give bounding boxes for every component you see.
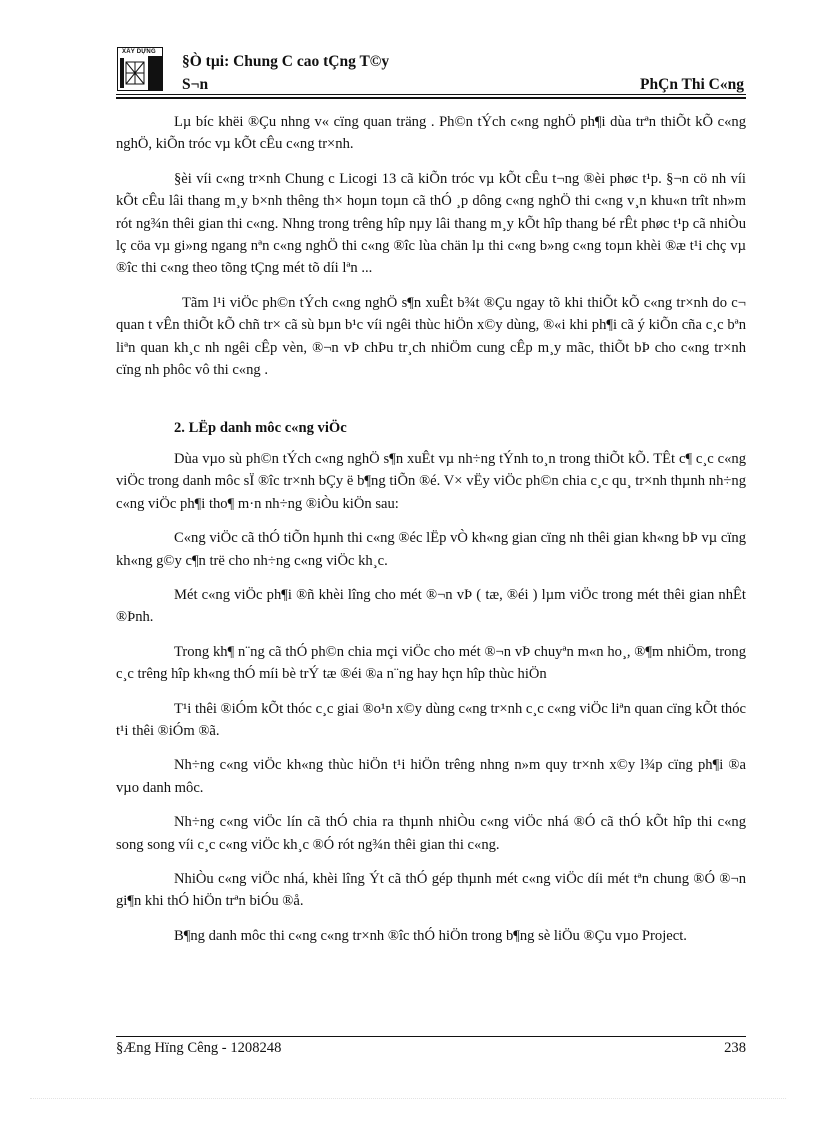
header-rule-thick [116, 97, 746, 99]
paragraph: Mét c«ng viÖc ph¶i ®ñ khèi lîng cho mét ®¬n vÞ ( tæ, ®éi ) lµm viÖc trong mét thêi gian nhÊt ®Þnh. [116, 586, 746, 626]
page-edge-divider [30, 1098, 786, 1099]
footer-rule [116, 1036, 746, 1037]
paragraph: Lµ bíc khëi ®Çu nhng v« cïng quan träng . Ph©n tÝch c«ng nghÖ ph¶i dùa trªn thiÕt kÕ c«ng nghÖ, kiÕn tróc vµ kÕt cÊu c«ng tr×nh. [116, 114, 746, 153]
paragraph: Nh÷ng c«ng viÖc lín cã thÓ chia ra thµnh nhiÒu c«ng viÖc nhá ®Ó cã thÓ kÕt hîp thi c«ng song song víi c¸c c«ng viÖc kh¸c ®Ó rót ng¾n thêi gian thi c«ng. [116, 814, 746, 853]
page-number: 238 [724, 1040, 746, 1056]
paragraph: NhiÒu c«ng viÖc nhá, khèi lîng Ýt cã thÓ gép thµnh mét c«ng viÖc díi mét tªn chung ®Ó ®¬n gi¶n khi thÓ hiÖn trªn biÓu ®å. [116, 870, 746, 910]
document-body [116, 111, 746, 947]
company-logo [117, 47, 165, 93]
paragraph: §èi víi c«ng tr×nh Chung c Licogi 13 cã kiÕn tróc vµ kÕt cÊu t¬ng ®èi phøc t¹p. §¬n cö nh víi kÕt cÊu lâi thang m¸y b×nh thêng th× hoµn toµn cã thÓ ¸p dông c«ng nghÖ thi c«ng v¸n khu«n trît nh»m rót ng¾n thêi gian thi c«ng. Nhng trong trêng hîp nµy lâi thang m¸y kÕt hîp thang bé rÊt phøc t¹p cã nhiÒu lç cöa vµ gi»ng ngang nªn c«ng nghÖ thi c«ng ®îc lùa chän lµ thi c«ng b»ng c«ng toµn khèi ®æ t¹i chç vµ ®îc thi c«ng theo tõng tÇng mét tõ díi lªn ... [116, 170, 746, 277]
header-section: PhÇn Thi C«ng [640, 76, 744, 93]
footer-author: §Æng Hïng Cêng - 1208248 [116, 1040, 282, 1056]
header-subtitle: S¬n [182, 76, 209, 93]
paragraph: Tãm l¹i viÖc ph©n tÝch c«ng nghÖ s¶n xuÊt b¾t ®Çu ngay tõ khi thiÕt kÕ c«ng tr×nh do c¬ quan t vÊn thiÕt kÕ chñ tr× cã sù bµn b¹c víi ngêi thùc hiÖn x©y dùng, ®«i khi ph¶i cã ý kiÕn cña c¸c bªn liªn quan kh¸c nh ngêi cÊp vèn, ®¬n vÞ chÞu tr¸ch nhiÖm cung cÊp m¸y mãc, thiÕt bÞ cho c«ng tr×nh cïng nh phôc vô thi c«ng . [116, 294, 746, 379]
paragraph: C«ng viÖc cã thÓ tiÕn hµnh thi c«ng ®éc lËp vÒ kh«ng gian cïng nh thêi gian kh«ng bÞ vµ cïng kh«ng g©y c¶n trë cho nh÷ng c«ng viÖc kh¸c. [116, 530, 746, 569]
paragraph: Trong kh¶ n¨ng cã thÓ ph©n chia mçi viÖc cho mét ®¬n vÞ chuyªn m«n ho¸, ®¶m nhiÖm, trong c¸c trêng hîp kh«ng thÓ míi bè trÝ tæ ®éi ®a n¨ng hay hçn hîp thùc hiÖn [116, 643, 746, 683]
paragraph: Nh÷ng c«ng viÖc kh«ng thùc hiÖn t¹i hiÖn trêng nhng n»m quy tr×nh x©y l¾p cïng ph¶i ®a vµo danh môc. [116, 757, 746, 796]
paragraph: Dùa vµo sù ph©n tÝch c«ng nghÖ s¶n xuÊt vµ nh÷ng tÝnh to¸n trong thiÕt kÕ. TÊt c¶ c¸c c«ng viÖc trong danh môc sÏ ®îc tr×nh bÇy ë b¶ng tiÕn ®é. V× vËy viÖc ph©n chia c¸c qu¸ tr×nh thµnh nh÷ng c«ng viÖc ph¶i tho¶ m·n nh÷ng ®iÒu kiÖn sau: [116, 450, 746, 512]
paragraph: T¹i thêi ®iÓm kÕt thóc c¸c giai ®o¹n x©y dùng c«ng tr×nh c¸c c«ng viÖc liªn quan cïng kÕt thóc t¹i thêi ®iÓm ®ã. [116, 700, 746, 739]
header-title: §Ò tµi: Chung C cao tÇng T©y [182, 53, 390, 70]
header-rule-thin [116, 94, 746, 95]
paragraph: B¶ng danh môc thi c«ng c«ng tr×nh ®îc thÓ hiÖn trong b¶ng sè liÖu ®Çu vµo Project. [174, 927, 687, 944]
section-heading: 2. LËp danh môc c«ng viÖc [174, 420, 347, 437]
logo-frame [117, 47, 163, 91]
logo-text: XÂY DỰNG [122, 49, 156, 55]
